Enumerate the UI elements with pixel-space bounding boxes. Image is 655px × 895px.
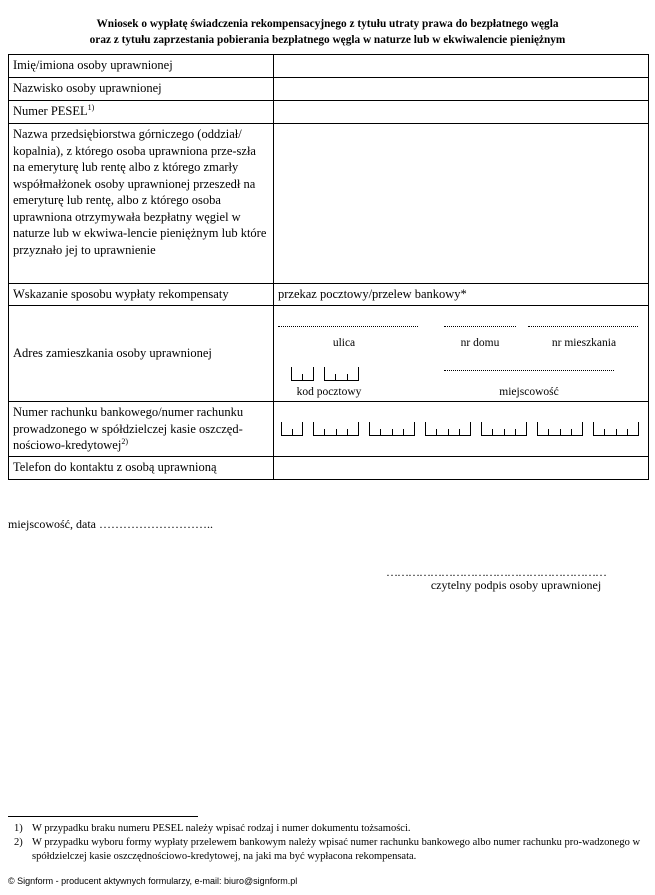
title-line-1: Wniosek o wypłatę świadczenia rekompensacyjnego z tytułu utraty prawa do bezpłatnego węgla: [96, 18, 559, 30]
account-box-3[interactable]: [369, 422, 415, 436]
postal-code-boxes[interactable]: [291, 367, 359, 381]
payment-method-label: Wskazanie sposobu wypłaty rekompensaty: [9, 284, 274, 306]
account-box-6[interactable]: [537, 422, 583, 436]
account-box-7[interactable]: [593, 422, 639, 436]
footnote-ref-2: 2): [121, 436, 128, 446]
footnote-1-mark: 1): [14, 823, 23, 834]
phone-field[interactable]: [274, 456, 649, 479]
account-box-4[interactable]: [425, 422, 471, 436]
postal-code-caption: kod pocztowy: [296, 386, 362, 398]
pesel-label: [9, 101, 274, 124]
first-name-label: Imię/imiona osoby uprawnionej: [9, 55, 274, 78]
phone-label: Telefon do kontaktu z osobą uprawnioną: [9, 456, 274, 479]
last-name-label: Nazwisko osoby uprawnionej: [9, 78, 274, 101]
city-dots: [444, 370, 614, 371]
bank-account-label: [9, 402, 274, 457]
application-form-table: [8, 54, 649, 480]
first-name-field[interactable]: [274, 55, 649, 78]
form-title: [0, 16, 655, 48]
flat-no-dots: [528, 326, 638, 327]
address-field[interactable]: [274, 306, 649, 402]
signature-caption: czytelny podpis osoby uprawnionej: [430, 578, 602, 592]
signature-dots[interactable]: ……………………………………………………: [386, 565, 606, 579]
account-number-boxes[interactable]: [281, 422, 639, 436]
footnote-2-mark: 2): [14, 837, 23, 848]
house-no-caption: nr domu: [460, 337, 500, 349]
postal-code-part-2[interactable]: [324, 367, 359, 381]
account-box-1[interactable]: [281, 422, 303, 436]
title-line-2: oraz z tytułu zaprzestania pobierania bezpłatnego węgla w naturze lub w ekwiwalencie pieniężnym: [89, 34, 566, 46]
last-name-field[interactable]: [274, 78, 649, 101]
mining-company-label: Nazwa przedsiębiorstwa górniczego (oddział/ kopalnia), z którego osoba uprawniona prze-szła na emeryturę lub rentę albo z którego zmarły współmałżonek osoby uprawnionej przeszedł na emeryturę lub rentę, albo z którego osoba uprawniona otrzymywała bezpłatny węgiel w naturze lub w ekwiwa-lencie pieniężnym lub które przyznało jej to uprawnienie: [9, 124, 274, 284]
footnote-divider: [8, 816, 198, 817]
address-label: Adres zamieszkania osoby uprawnionej: [9, 306, 274, 402]
house-no-dots: [444, 326, 516, 327]
signform-credit: © Signform - producent aktywnych formularzy, e-mail: biuro@signform.pl: [8, 876, 298, 886]
footnote-1-text: W przypadku braku numeru PESEL należy wpisać rodzaj i numer dokumentu tożsamości.: [32, 823, 411, 834]
mining-company-field[interactable]: [274, 124, 649, 284]
pesel-field[interactable]: [274, 101, 649, 124]
flat-no-caption: nr mieszkania: [551, 337, 617, 349]
street-caption: ulica: [332, 337, 356, 349]
city-caption: miejscowość: [499, 386, 559, 398]
payment-method-field[interactable]: przekaz pocztowy/przelew bankowy*: [274, 284, 649, 306]
footnote-ref-1: 1): [87, 102, 95, 112]
account-box-5[interactable]: [481, 422, 527, 436]
pesel-label-text: Numer PESEL: [13, 104, 88, 118]
street-dots: [278, 326, 418, 327]
account-box-2[interactable]: [313, 422, 359, 436]
place-date-line[interactable]: miejscowość, data ………………………..: [8, 517, 213, 531]
bank-account-label-text: Numer rachunku bankowego/numer rachunku prowadzonego w spółdzielczej kasie oszczęd-nościowo-kredytowej: [13, 405, 244, 452]
postal-code-part-1[interactable]: [291, 367, 314, 381]
bank-account-field[interactable]: [274, 402, 649, 457]
footnote-2-text: W przypadku wyboru formy wypłaty przelewem bankowym należy wpisać numer rachunku bankowego albo numer rachunku pro-wadzonego w spółdzielczej kasie oszczędnościowo-kredytowej, na jaki ma być wypłacona rekompensata.: [32, 837, 641, 862]
